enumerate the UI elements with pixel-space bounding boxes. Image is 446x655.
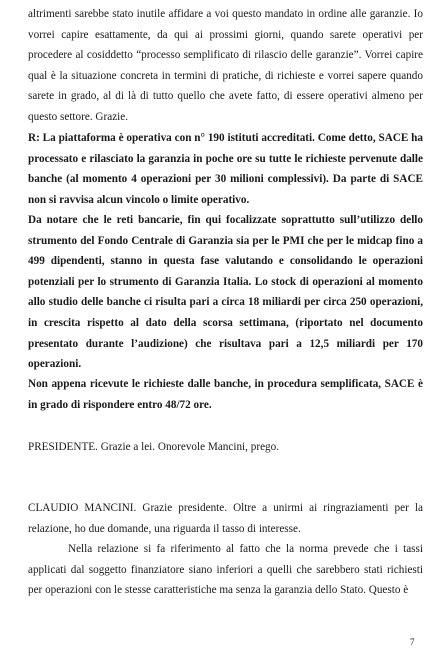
page-number: 7	[410, 637, 415, 647]
paragraph-answer-platform: R: La piattaforma è operativa con n° 190 istituti accreditati. Come detto, SACE ha processato e rilasciato la garanzia in poche ore su tutte le richieste pervenute dalle banche (al momento 4 operazioni per 30 milioni complessivi). Da parte di SACE non si ravvisa alcun vincolo o limite operativo.	[28, 132, 423, 206]
paragraph-mancini-question: Nella relazione si fa riferimento al fatto che la norma prevede che i tassi applicati dal soggetto finanziatore siano inferiori a quelli che sarebbero stati richiesti per operazioni con le stesse caratteristiche ma senza la garanzia dello Stato. Questo è	[28, 543, 423, 597]
paragraph-president: PRESIDENTE. Grazie a lei. Onorevole Mancini, prego.	[28, 441, 280, 453]
paragraph-mancini-intro: CLAUDIO MANCINI. Grazie presidente. Oltre a unirmi ai ringraziamenti per la relazione, ho due domande, una riguarda il tasso di interesse.	[28, 502, 423, 535]
paragraph-answer-bank-networks: Da notare che le reti bancarie, fin qui focalizzate soprattutto sull’utilizzo dello strumento del Fondo Centrale di Garanzia sia per le PMI che per le midcap fino a 499 dipendenti, stanno in questa fase valutando e consolidando le operazioni potenziali per lo strumento di Garanzia Italia. Lo stock di operazioni al momento allo studio delle banche ci risulta pari a circa 18 miliardi per circa 250 operazioni, in crescita rispetto al dato della scorsa settimana, (riportato nel documento presentato durante l’audizione) che risultava pari a 12,5 miliardi per 170 operazioni.	[28, 214, 423, 371]
paragraph-answer-response-time: Non appena ricevute le richieste dalle banche, in procedura semplificata, SACE è in grado di rispondere entro 48/72 ore.	[28, 378, 423, 411]
paragraph-question-continuation: altrimenti sarebbe stato inutile affidare a voi questo mandato in ordine alle garanzie. Io vorrei capire esattamente, da qui ai prossimi giorni, quando sarete operativi per procedere al cosiddetto “processo semplificato di rilascio delle garanzie”. Vorrei capire qual è la situazione concreta in termini di pratiche, di richieste e vorrei sapere quando sarete in grado, al di là di tutto quello che avete fatto, di essere operativi almeno per questo settore. Grazie.	[28, 8, 423, 123]
